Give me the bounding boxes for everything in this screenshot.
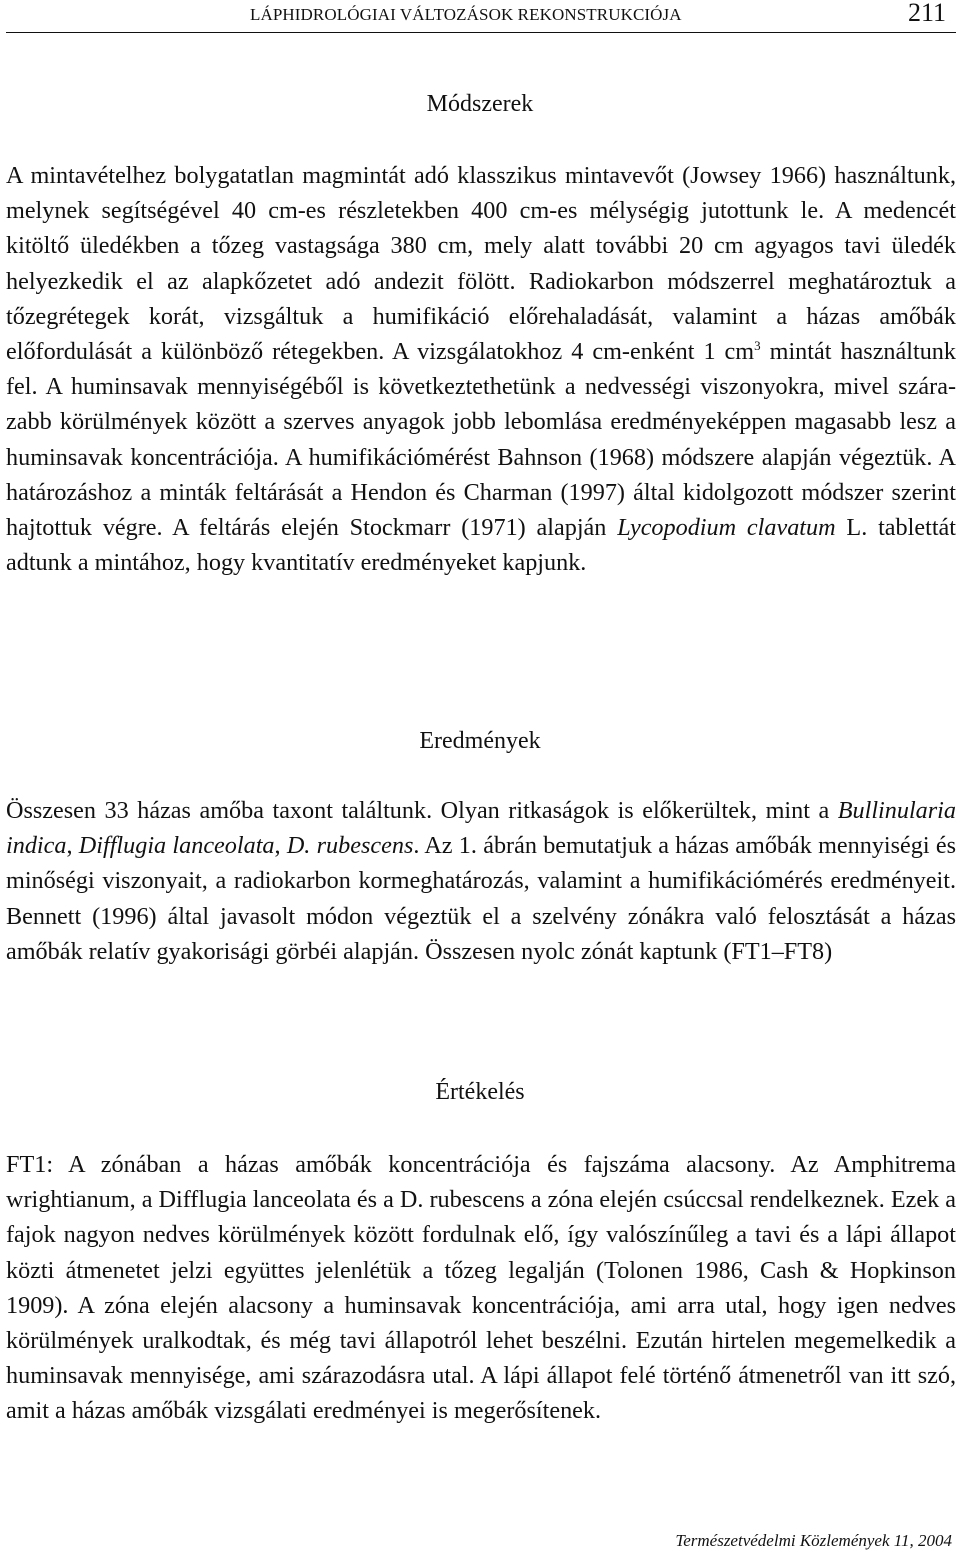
running-head: LÁPHIDROLÓGIAI VÁLTOZÁSOK REKONSTRUKCIÓJA <box>250 5 682 24</box>
section-heading-eredmenyek: Eredmények <box>419 728 541 754</box>
section-text-eredmenyek: Összesen 33 házas amőba taxont találtunk. Olyan ritkaságok is előkerültek, mint a Bullinularia indica, Difflugia lanceolata, D. rubescens. Az 1. ábrán bemutatjuk a házas amőbák mennyiségi és minőségi viszonyait, a radiokarbon kormeghatározás, valamint a humifikációmérés eredményeit. Bennett (1996) által javasolt módon végeztük el a szelvény zónákra való felosztását a házas amőbák relatív gyakorisági görbéi alapján. Összesen nyolc zónát kaptunk (FT1–FT8) <box>6 797 957 965</box>
page-header <box>6 0 956 33</box>
section-text-modszerek: A mintavételhez bolygatatlan magmintát adó klasszikus mintavevőt (Jowsey 1966) használtunk, melynek segítségével 40 cm-es részletekben 400 cm-es mélységig jutottunk le. A medencét kitöltő üledékben a tőzeg vastagsága 380 cm, mely alatt további 20 cm agyagos tavi üledék helyezkedik el az alapkőzetet adó andezit fölött. Radiokarbon módszerrel meghatároztuk a tőzegrétegek korát, vizsgáltuk a humifikáció előrehaladását, valamint a házas amőbák előfordulását a különböző rétegekben. A vizsgálatokhoz 4 cm-enként 1 $cm^3$ mintát használtunk fel. A huminsavak mennyiségéből is következtethetünk a nedvességi viszonyokra, mivel szárazabb körülmények között a szerves anyagok jobb lebomlása eredményeképpen magasabb lesz a huminsavak koncentrációja. A humifikációmérést Bahnson (1968) módszere alapján végeztük. A határozáshoz a minták feltárását a Hendon és Charman (1997) által kidolgozott módszer szerint hajtottuk végre. A feltárás elején Stockmarr (1971) alapján Lycopodium clavatum L. tablettát adtunk a mintához, hogy kvantitatív eredményeket kapjunk. <box>6 162 956 577</box>
section-heading-ertekeles: Értékelés <box>435 1079 525 1105</box>
section-text-ertekeles: FT1: A zónában a házas amőbák koncentrációja és fajszáma alacsony. Az Amphitrema wrightianum, a Difflugia lanceolata és a D. rubescens a zóna elején csúccsal rendelkeznek. Ezek a fajok nagyon nedves körülmények között fordulnak elő, így valószínűleg a tavi és a lápi állapot közti átmenetet jelzi együttes jelenlétük a tőzeg legalján (Tolonen 1986, Cash & Hopkinson 1909). A zóna elején alacsony a huminsavak koncentrációja, ami arra utal, hogy igen nedves körülmények uralkodtak, és még tavi állapotról lehet beszélni. Ezután hirtelen megemelkedik a huminsavak mennyisége, ami szárazodásra utal. A lápi állapot felé történő átmenetről van itt szó, amit a házas amőbák vizsgálati eredményei is megerősítenek. <box>6 1151 956 1425</box>
journal-footer: Természetvédelmi Közlemények 11, 2004 <box>675 1531 952 1550</box>
section-heading-modszerek: Módszerek <box>426 91 534 117</box>
page-number: 211 <box>907 0 946 27</box>
